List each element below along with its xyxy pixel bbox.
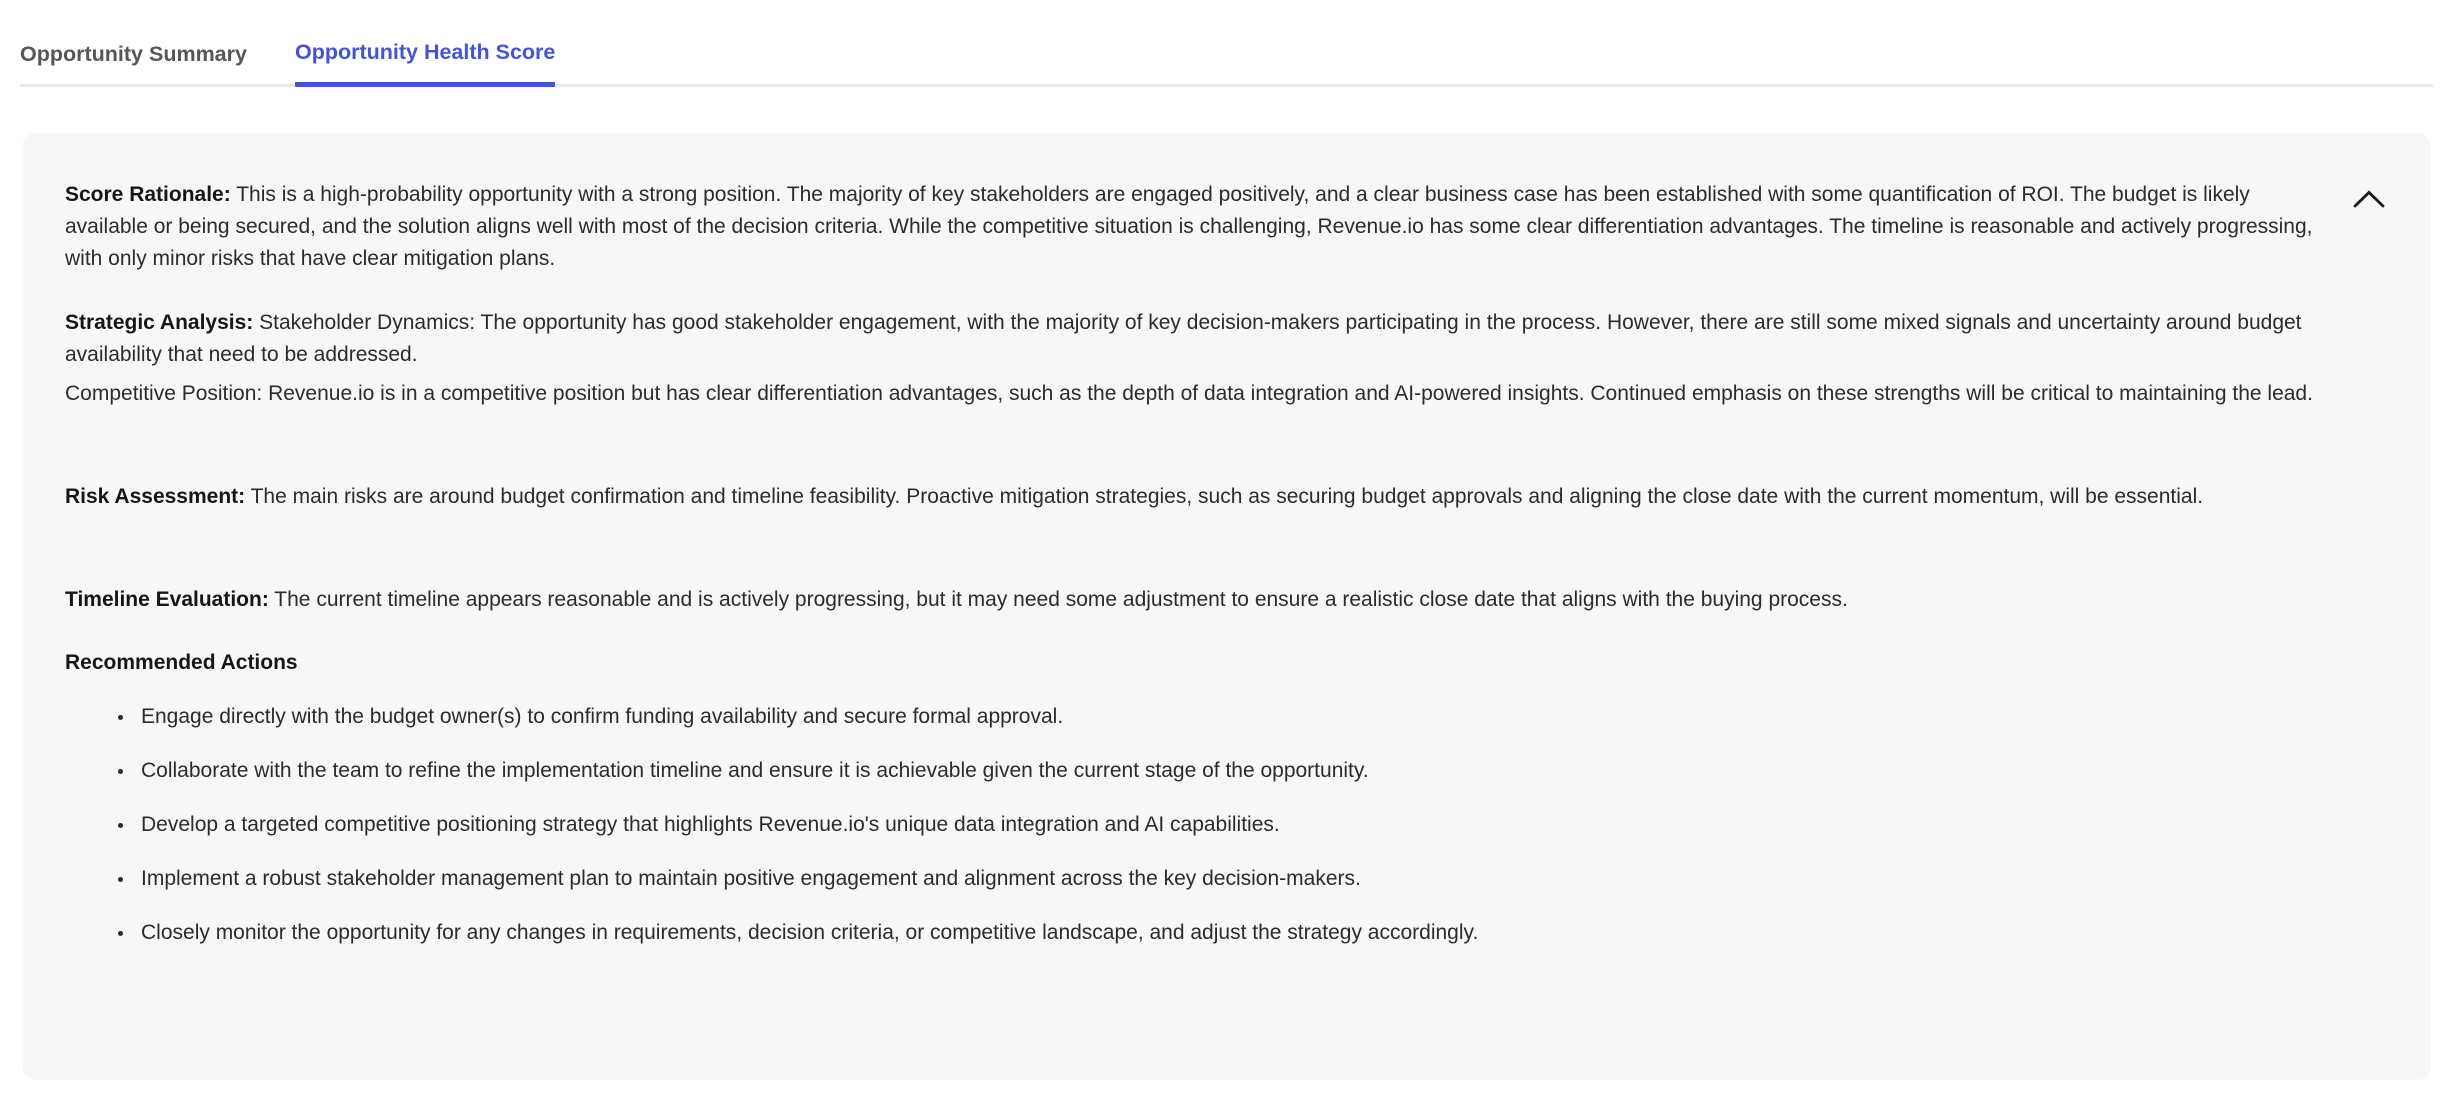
timeline-evaluation-paragraph <box>65 584 2326 616</box>
risk-assessment-text: The main risks are around budget confirmation and timeline feasibility. Proactive mitigation strategies, such as securing budget approvals and aligning the close date with the current momentum, will be essential. <box>250 485 2204 508</box>
strategic-analysis-paragraph <box>65 307 2326 371</box>
risk-assessment-paragraph <box>65 481 2326 513</box>
strategic-analysis-text: Stakeholder Dynamics: The opportunity has good stakeholder engagement, with the majority of key decision-makers participating in the process. However, there are still some mixed signals and uncertainty around budget availability that need to be addressed. <box>65 311 2302 366</box>
recommended-action-item: • Implement a robust stakeholder management plan to maintain positive engagement and alignment across the key decision-makers. <box>135 863 2326 895</box>
tab-opportunity-summary[interactable]: Opportunity Summary <box>20 41 247 66</box>
recommended-action-item: • Engage directly with the budget owner(s) to confirm funding availability and secure formal approval. <box>135 701 2326 733</box>
competitive-position-paragraph <box>65 378 2326 410</box>
competitive-position-text: Competitive Position: Revenue.io is in a competitive position but has clear differentiation advantages, such as the depth of data integration and AI-powered insights. Continued emphasis on these strengths will be critical to maintaining the lead. <box>65 382 2313 405</box>
score-rationale-label: Score Rationale: <box>65 183 231 206</box>
timeline-evaluation-label: Timeline Evaluation: <box>65 588 269 611</box>
timeline-evaluation-text: The current timeline appears reasonable and is actively progressing, but it may need some adjustment to ensure a realistic close date that aligns with the buying process. <box>274 588 1848 611</box>
tab-opportunity-health-score[interactable]: Opportunity Health Score <box>295 40 555 87</box>
strategic-analysis-label: Strategic Analysis: <box>65 311 254 334</box>
collapse-panel-button[interactable] <box>2347 181 2391 217</box>
recommended-action-item: • Collaborate with the team to refine the implementation timeline and ensure it is achievable given the current stage of the opportunity. <box>135 755 2326 787</box>
recommended-action-item: • Closely monitor the opportunity for any changes in requirements, decision criteria, or competitive landscape, and adjust the strategy accordingly. <box>135 917 2326 949</box>
tab-bar <box>20 0 2433 87</box>
recommended-action-item: • Develop a targeted competitive positioning strategy that highlights Revenue.io's unique data integration and AI capabilities. <box>135 809 2326 841</box>
risk-assessment-label: Risk Assessment: <box>65 485 246 508</box>
score-rationale-paragraph <box>65 179 2326 275</box>
recommended-actions-list <box>65 701 2326 949</box>
score-rationale-text: This is a high-probability opportunity with a strong position. The majority of key stakeholders are engaged positively, and a clear business case has been established with some quantification of ROI. The budget is likely available or being secured, and the solution aligns well with most of the decision criteria. While the competitive situation is challenging, Revenue.io has some clear differentiation advantages. The timeline is reasonable and actively progressing, with only minor risks that have clear mitigation plans. <box>65 183 2313 270</box>
health-score-panel <box>22 133 2431 1080</box>
recommended-actions-heading: Recommended Actions <box>65 651 298 674</box>
chevron-up-icon <box>2352 189 2386 209</box>
